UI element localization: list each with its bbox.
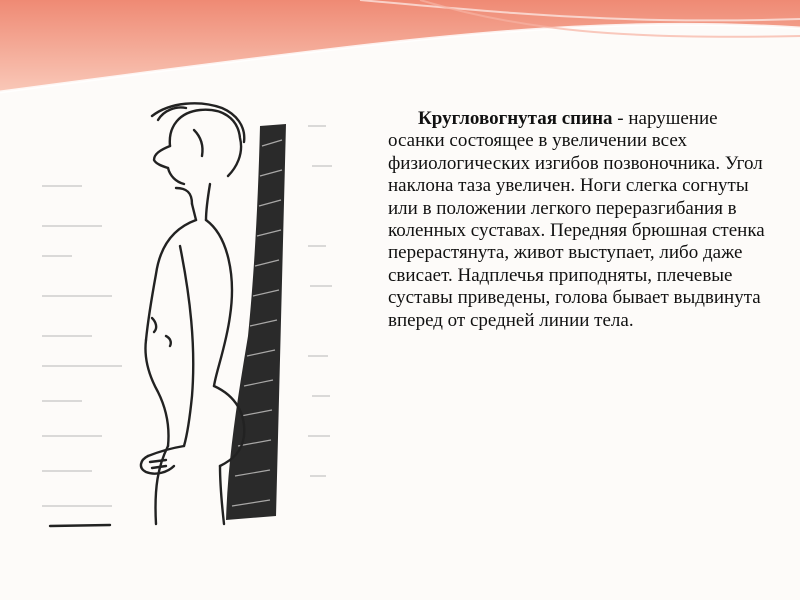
term-separator: - [612, 108, 629, 129]
header-wave-decoration [0, 0, 800, 100]
definition-text: нарушение осанки состоящее в увеличении всех физиологических изгибов позвоночника. Угол наклона таза увеличен. Ноги слегка согнуты или в положении легкого переразгибания в коленных суставах. Передняя брюшная стенка перерастянута, живот выступает, либо даже свисает. Надплечья приподняты, плечевые суставы приведены, голова бывает выдвинута вперед от средней линии тела. [388, 108, 765, 331]
definition-paragraph [388, 108, 768, 332]
wall-hatch [226, 124, 286, 520]
ghost-background-marks [42, 126, 332, 506]
posture-illustration [40, 96, 340, 536]
figure-outline [141, 103, 244, 524]
floor-line [50, 525, 110, 526]
term-heading: Кругловогнутая спина [418, 108, 613, 129]
